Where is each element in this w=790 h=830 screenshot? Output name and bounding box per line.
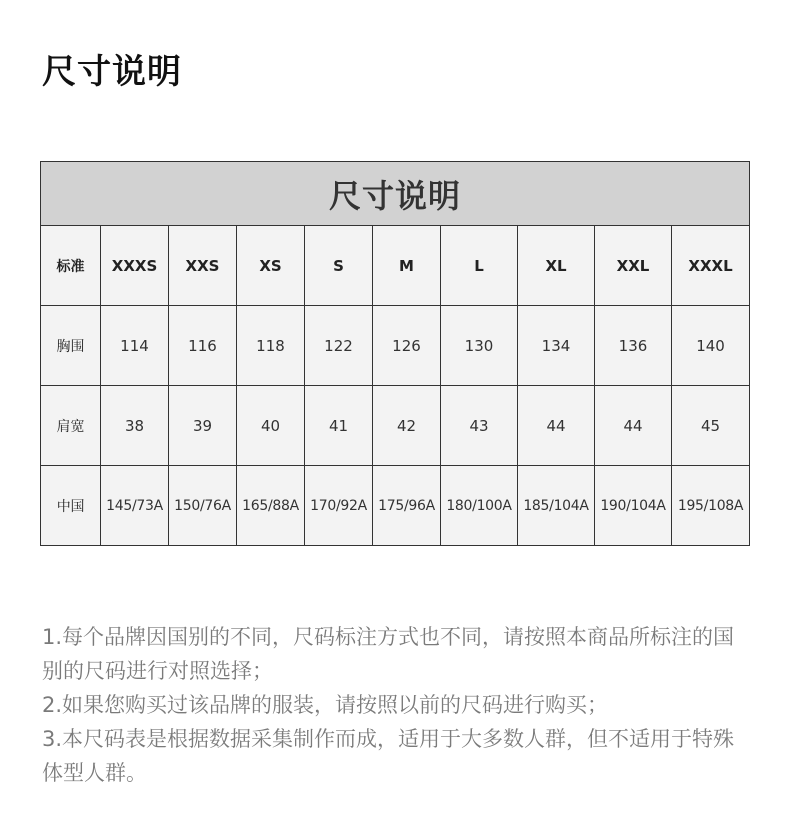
table-cell: 175/96A bbox=[373, 466, 441, 546]
note-item: 2.如果您购买过该品牌的服装，请按照以前的尺码进行购买； bbox=[42, 693, 609, 717]
table-cell: 45 bbox=[672, 386, 750, 466]
table-row-china bbox=[41, 466, 750, 546]
size-table bbox=[40, 161, 750, 546]
header-cell: XXL bbox=[595, 226, 672, 306]
page-title: 尺寸说明 bbox=[42, 52, 182, 92]
table-header-row bbox=[41, 226, 750, 306]
note-item: 1.每个品牌因国别的不同，尺码标注方式也不同，请按照本商品所标注的国别的尺码进行对照选择； bbox=[42, 625, 735, 683]
table-cell: 43 bbox=[441, 386, 518, 466]
table-row-shoulder bbox=[41, 386, 750, 466]
header-cell: S bbox=[305, 226, 373, 306]
table-row-chest bbox=[41, 306, 750, 386]
table-cell: 130 bbox=[441, 306, 518, 386]
table-cell: 165/88A bbox=[237, 466, 305, 546]
table-cell: 44 bbox=[595, 386, 672, 466]
row-label: 中国 bbox=[41, 466, 101, 546]
table-cell: 140 bbox=[672, 306, 750, 386]
note-item: 3.本尺码表是根据数据采集制作而成，适用于大多数人群，但不适用于特殊体型人群。 bbox=[42, 727, 735, 785]
table-cell: 44 bbox=[518, 386, 595, 466]
table-cell: 136 bbox=[595, 306, 672, 386]
header-cell: XXXL bbox=[672, 226, 750, 306]
table-cell: 114 bbox=[101, 306, 169, 386]
header-cell: XXXS bbox=[101, 226, 169, 306]
header-cell: XL bbox=[518, 226, 595, 306]
row-label: 肩宽 bbox=[41, 386, 101, 466]
table-cell: 39 bbox=[169, 386, 237, 466]
table-cell: 118 bbox=[237, 306, 305, 386]
row-label: 胸围 bbox=[41, 306, 101, 386]
header-cell: XS bbox=[237, 226, 305, 306]
table-cell: 185/104A bbox=[518, 466, 595, 546]
table-cell: 41 bbox=[305, 386, 373, 466]
table-cell: 134 bbox=[518, 306, 595, 386]
size-notes bbox=[42, 620, 752, 790]
header-cell: 标准 bbox=[41, 226, 101, 306]
table-cell: 195/108A bbox=[672, 466, 750, 546]
table-cell: 38 bbox=[101, 386, 169, 466]
table-cell: 170/92A bbox=[305, 466, 373, 546]
table-cell: 122 bbox=[305, 306, 373, 386]
table-cell: 190/104A bbox=[595, 466, 672, 546]
table-cell: 116 bbox=[169, 306, 237, 386]
table-cell: 126 bbox=[373, 306, 441, 386]
header-cell: M bbox=[373, 226, 441, 306]
table-caption: 尺寸说明 bbox=[41, 162, 750, 226]
table-cell: 42 bbox=[373, 386, 441, 466]
header-cell: XXS bbox=[169, 226, 237, 306]
table-cell: 40 bbox=[237, 386, 305, 466]
table-cell: 150/76A bbox=[169, 466, 237, 546]
table-cell: 180/100A bbox=[441, 466, 518, 546]
table-cell: 145/73A bbox=[101, 466, 169, 546]
header-cell: L bbox=[441, 226, 518, 306]
